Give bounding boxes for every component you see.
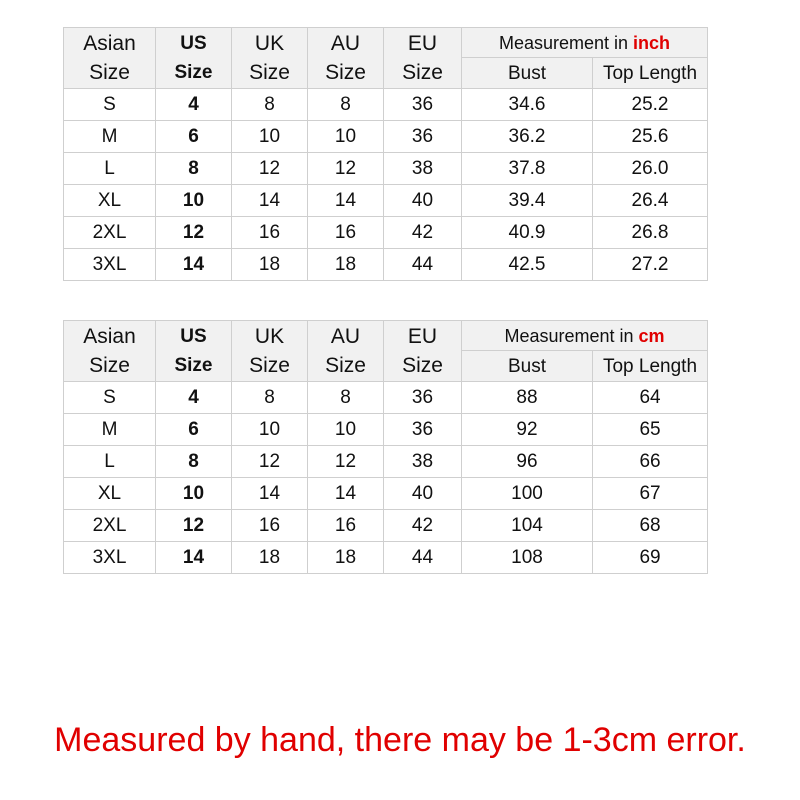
header-us-line1: US — [180, 33, 207, 54]
cell-au-size: 18 — [308, 542, 384, 574]
cell-au-size: 10 — [308, 121, 384, 153]
header-uk-line2: Size — [249, 61, 290, 84]
cell-top-length: 26.4 — [593, 185, 708, 217]
header-us-line2: Size — [174, 62, 213, 83]
cell-eu-size: 38 — [384, 153, 462, 185]
header-row — [64, 28, 708, 58]
table-row — [64, 542, 708, 574]
header-us-line1: US — [180, 326, 207, 347]
cell-uk-size: 14 — [232, 478, 308, 510]
cell-au-size: 12 — [308, 446, 384, 478]
header-top-length: Top Length — [593, 58, 708, 89]
cell-asian-size: L — [64, 446, 156, 478]
cell-eu-size: 36 — [384, 89, 462, 121]
cell-bust: 36.2 — [462, 121, 593, 153]
cell-au-size: 14 — [308, 478, 384, 510]
cell-uk-size: 10 — [232, 121, 308, 153]
cell-bust: 108 — [462, 542, 593, 574]
header-bust: Bust — [462, 351, 593, 382]
cell-eu-size: 36 — [384, 414, 462, 446]
cell-bust: 96 — [462, 446, 593, 478]
cell-uk-size: 12 — [232, 153, 308, 185]
cell-top-length: 67 — [593, 478, 708, 510]
cell-asian-size: 2XL — [64, 510, 156, 542]
measurement-error-note: Measured by hand, there may be 1-3cm error. — [54, 721, 746, 759]
header-au-size — [308, 28, 384, 89]
measurement-prefix: Measurement in — [504, 325, 639, 346]
cell-us-size: 10 — [156, 185, 232, 217]
cell-asian-size: S — [64, 89, 156, 121]
table-row — [64, 510, 708, 542]
cell-top-length: 69 — [593, 542, 708, 574]
header-uk-size — [232, 321, 308, 382]
cell-bust: 100 — [462, 478, 593, 510]
cell-au-size: 18 — [308, 249, 384, 281]
cell-eu-size: 36 — [384, 121, 462, 153]
cell-top-length: 65 — [593, 414, 708, 446]
cell-us-size: 10 — [156, 478, 232, 510]
table-row — [64, 89, 708, 121]
header-au-line1: AU — [330, 325, 361, 348]
cell-uk-size: 16 — [232, 217, 308, 249]
cell-au-size: 14 — [308, 185, 384, 217]
cell-us-size: 4 — [156, 89, 232, 121]
cell-au-size: 16 — [308, 510, 384, 542]
cell-bust: 104 — [462, 510, 593, 542]
header-eu-line1: EU — [407, 325, 438, 348]
size-chart-cm-body — [64, 321, 708, 574]
cell-bust: 39.4 — [462, 185, 593, 217]
cell-eu-size: 42 — [384, 217, 462, 249]
cell-uk-size: 14 — [232, 185, 308, 217]
cell-au-size: 8 — [308, 89, 384, 121]
cell-eu-size: 40 — [384, 478, 462, 510]
header-au-size — [308, 321, 384, 382]
table-row — [64, 382, 708, 414]
cell-uk-size: 8 — [232, 89, 308, 121]
cell-uk-size: 12 — [232, 446, 308, 478]
cell-au-size: 16 — [308, 217, 384, 249]
cell-eu-size: 40 — [384, 185, 462, 217]
header-eu-size — [384, 28, 462, 89]
cell-uk-size: 10 — [232, 414, 308, 446]
cell-us-size: 4 — [156, 382, 232, 414]
header-eu-line2: Size — [402, 61, 443, 84]
header-asian-line2: Size — [89, 61, 130, 84]
table-row — [64, 217, 708, 249]
header-us-size — [156, 321, 232, 382]
cell-bust: 42.5 — [462, 249, 593, 281]
cell-top-length: 68 — [593, 510, 708, 542]
cell-au-size: 8 — [308, 382, 384, 414]
cell-asian-size: L — [64, 153, 156, 185]
header-us-size — [156, 28, 232, 89]
header-row — [64, 321, 708, 351]
measurement-unit-cm: cm — [638, 325, 665, 346]
cell-bust: 34.6 — [462, 89, 593, 121]
cell-asian-size: 2XL — [64, 217, 156, 249]
header-measurement-unit — [462, 28, 708, 58]
table-row — [64, 121, 708, 153]
cell-au-size: 10 — [308, 414, 384, 446]
cell-top-length: 25.6 — [593, 121, 708, 153]
cell-top-length: 66 — [593, 446, 708, 478]
table-row — [64, 414, 708, 446]
cell-uk-size: 8 — [232, 382, 308, 414]
measurement-prefix: Measurement in — [498, 32, 634, 53]
header-eu-line1: EU — [407, 32, 438, 55]
cell-top-length: 26.8 — [593, 217, 708, 249]
cell-asian-size: 3XL — [64, 542, 156, 574]
header-asian-line1: Asian — [83, 32, 136, 55]
cell-us-size: 8 — [156, 153, 232, 185]
cell-asian-size: 3XL — [64, 249, 156, 281]
header-top-length: Top Length — [593, 351, 708, 382]
header-asian-line2: Size — [89, 354, 130, 377]
cell-bust: 92 — [462, 414, 593, 446]
cell-eu-size: 44 — [384, 249, 462, 281]
table-row — [64, 446, 708, 478]
header-asian-size — [64, 321, 156, 382]
table-row — [64, 249, 708, 281]
cell-asian-size: M — [64, 414, 156, 446]
size-chart-inch-body — [64, 28, 708, 281]
cell-top-length: 27.2 — [593, 249, 708, 281]
cell-us-size: 8 — [156, 446, 232, 478]
header-asian-size — [64, 28, 156, 89]
cell-us-size: 6 — [156, 121, 232, 153]
cell-asian-size: M — [64, 121, 156, 153]
cell-top-length: 26.0 — [593, 153, 708, 185]
table-row — [64, 153, 708, 185]
cell-us-size: 14 — [156, 542, 232, 574]
size-chart-cm — [63, 320, 708, 574]
cell-us-size: 6 — [156, 414, 232, 446]
size-chart-inch — [63, 27, 708, 281]
cell-bust: 40.9 — [462, 217, 593, 249]
cell-us-size: 12 — [156, 217, 232, 249]
cell-asian-size: XL — [64, 185, 156, 217]
cell-bust: 37.8 — [462, 153, 593, 185]
cell-asian-size: S — [64, 382, 156, 414]
cell-uk-size: 18 — [232, 249, 308, 281]
header-uk-line2: Size — [249, 354, 290, 377]
header-au-line1: AU — [330, 32, 361, 55]
header-eu-size — [384, 321, 462, 382]
header-au-line2: Size — [325, 61, 366, 84]
header-measurement-unit — [462, 321, 708, 351]
cell-eu-size: 36 — [384, 382, 462, 414]
table-row — [64, 478, 708, 510]
cell-top-length: 64 — [593, 382, 708, 414]
cell-eu-size: 42 — [384, 510, 462, 542]
header-asian-line1: Asian — [83, 325, 136, 348]
cell-us-size: 12 — [156, 510, 232, 542]
cell-eu-size: 44 — [384, 542, 462, 574]
measurement-unit-inch: inch — [633, 32, 671, 53]
header-uk-line1: UK — [254, 32, 285, 55]
cell-uk-size: 16 — [232, 510, 308, 542]
cell-uk-size: 18 — [232, 542, 308, 574]
cell-us-size: 14 — [156, 249, 232, 281]
header-us-line2: Size — [174, 355, 213, 376]
table-row — [64, 185, 708, 217]
cell-top-length: 25.2 — [593, 89, 708, 121]
header-bust: Bust — [462, 58, 593, 89]
cell-au-size: 12 — [308, 153, 384, 185]
header-uk-line1: UK — [254, 325, 285, 348]
header-eu-line2: Size — [402, 354, 443, 377]
cell-asian-size: XL — [64, 478, 156, 510]
header-uk-size — [232, 28, 308, 89]
header-au-line2: Size — [325, 354, 366, 377]
cell-eu-size: 38 — [384, 446, 462, 478]
cell-bust: 88 — [462, 382, 593, 414]
